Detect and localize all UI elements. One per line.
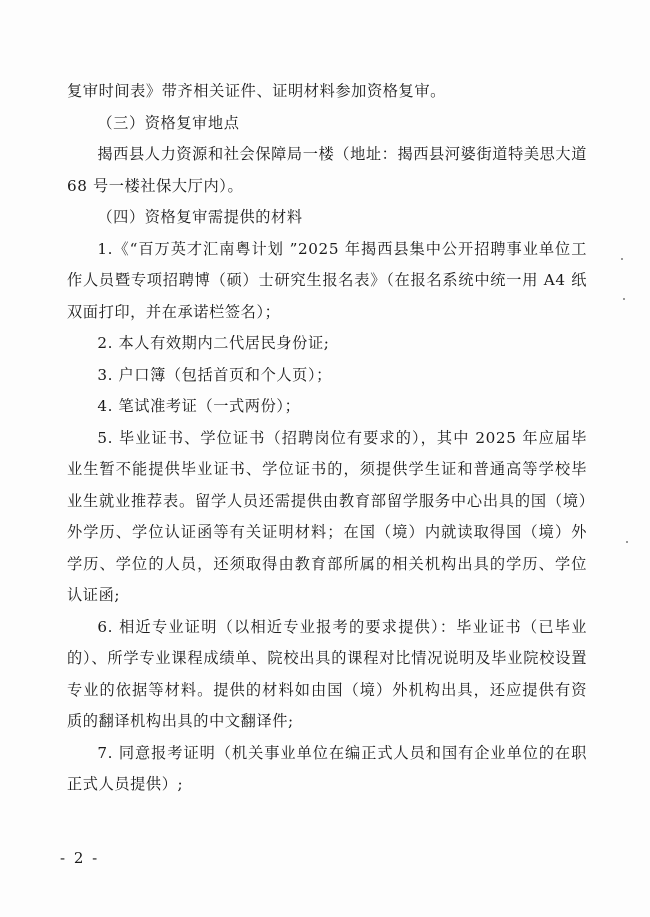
list-item-1: 1.《“百万英才汇南粤计划 ”2025 年揭西县集中公开招聘事业单位工作人员暨专项招聘博（硕）士研究生报名表》（在报名系统中统一用 A4 纸双面打印，并在承诺栏签名）； [67, 239, 587, 321]
scan-speck [623, 298, 625, 300]
list-item-2: 2. 本人有效期内二代居民身份证; [97, 334, 330, 352]
page-number: - 2 - [60, 849, 100, 867]
section-heading-materials: （四）资格复审需提供的材料 [97, 208, 303, 226]
document-body [67, 76, 587, 801]
list-item-3: 3. 户口簿（包括首页和个人页）； [97, 365, 332, 384]
list-item-6: 6. 相近专业证明（以相近专业报考的要求提供）：毕业证书（已毕业的）、所学专业课程成绩单、院校出具的课程对比情况说明及毕业院校设置专业的依据等材料。提供的材料如由国（境）外机构出具，还应提供有资质的翻译机构出具的中文翻译件; [67, 617, 587, 730]
paragraph-continuation: 复审时间表》带齐相关证件、证明材料参加资格复审。 [67, 82, 446, 100]
paragraph-address: 揭西县人力资源和社会保障局一楼（地址：揭西县河婆街道特美思大道 68 号一楼社保大厅内）。 [67, 145, 587, 195]
section-heading-location: （三）资格复审地点 [97, 113, 240, 132]
list-item-4: 4. 笔试准考证（一式两份）； [97, 397, 301, 415]
scan-speck [626, 541, 628, 543]
scan-speck [621, 258, 623, 260]
list-item-7: 7. 同意报考证明（机关事业单位在编正式人员和国有企业单位的在职正式人员提供）; [67, 743, 587, 793]
list-item-5: 5. 毕业证书、学位证书（招聘岗位有要求的），其中 2025 年应届毕业生暂不能提供毕业证书、学位证书的，须提供学生证和普通高等学校毕业生就业推荐表。留学人员还需提供由教育部留学服务中心出具的国（境）外学历、学位认证函等有关证明材料；在国（境）内就读取得国（境）外学历、学位的人员，还须取得由教育部所属的相关机构出具的学历、学位认证函; [67, 428, 587, 604]
